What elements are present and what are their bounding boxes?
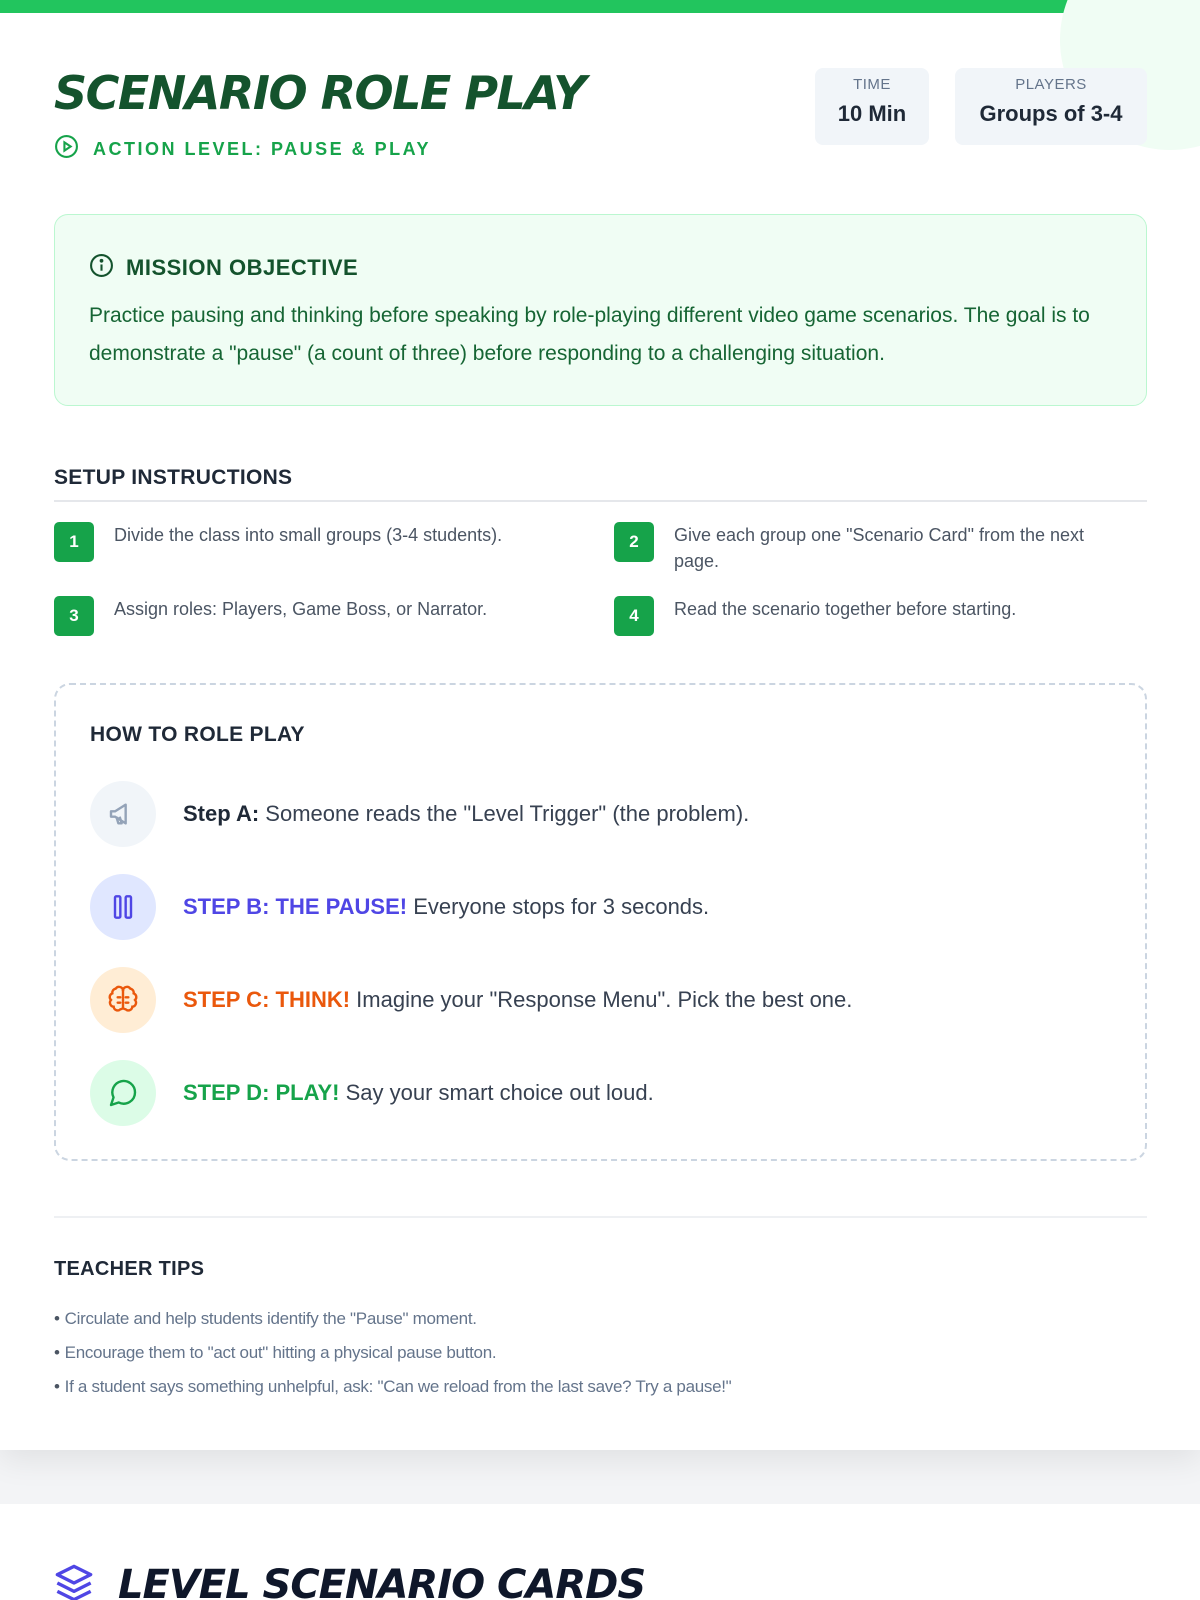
next-page-title: LEVEL SCENARIO CARDS <box>118 1562 646 1600</box>
setup-item-text: Give each group one "Scenario Card" from the next page. <box>674 525 1085 571</box>
step-b <box>90 874 709 940</box>
step-b-description: Everyone stops for 3 seconds. <box>407 894 710 919</box>
setup-item-text: Divide the class into small groups (3-4 students). <box>114 525 503 545</box>
layers-icon <box>54 1563 94 1600</box>
howto-title: HOW TO ROLE PLAY <box>90 723 305 746</box>
how-to-role-play-box <box>54 683 1147 1161</box>
action-level <box>54 134 431 164</box>
players-label: PLAYERS <box>1015 76 1087 93</box>
setup-item-text: Assign roles: Players, Game Boss, or Narrator. <box>114 599 488 619</box>
objective-title: MISSION OBJECTIVE <box>126 255 359 280</box>
next-page-heading <box>54 1562 645 1600</box>
tips-list <box>54 1302 731 1404</box>
players-value: Groups of 3-4 <box>979 101 1123 126</box>
step-c-label: STEP C: THINK! <box>183 987 351 1012</box>
step-c-description: Imagine your "Response Menu". Pick the best one. <box>350 987 853 1012</box>
pause-icon <box>90 874 156 940</box>
play-circle-icon <box>54 134 79 164</box>
objective-text: Practice pausing and thinking before speaking by role-playing different video game scenarios. The goal is to demonstrate a "pause" (a count of three) before responding to a challenging situation. <box>89 304 1090 365</box>
step-number-badge: 3 <box>54 596 94 636</box>
tips-title: TEACHER TIPS <box>54 1258 205 1280</box>
divider <box>54 1216 1147 1218</box>
tip-item: • Encourage them to "act out" hitting a physical pause button. <box>54 1336 731 1370</box>
step-a <box>90 781 749 847</box>
step-a-label: Step A: <box>183 801 260 826</box>
step-b-label: STEP B: THE PAUSE! <box>183 894 408 919</box>
tip-item: • If a student says something unhelpful, ask: "Can we reload from the last save? Try a pause!" <box>54 1370 731 1404</box>
step-c <box>90 967 852 1033</box>
step-b-text <box>183 894 709 920</box>
mission-objective-box <box>54 214 1147 406</box>
megaphone-icon <box>90 781 156 847</box>
step-a-description: Someone reads the "Level Trigger" (the problem). <box>259 801 750 826</box>
next-page-sheet <box>0 1504 1200 1600</box>
setup-title: SETUP INSTRUCTIONS <box>54 466 293 489</box>
brain-icon <box>90 967 156 1033</box>
action-level-text: ACTION LEVEL: PAUSE & PLAY <box>93 138 432 159</box>
step-a-text <box>183 801 749 827</box>
time-badge <box>815 68 929 145</box>
info-icon <box>89 253 114 283</box>
step-c-text <box>183 987 852 1013</box>
tip-item: • Circulate and help students identify the "Pause" moment. <box>54 1302 731 1336</box>
page-title: SCENARIO ROLE PLAY <box>54 66 585 120</box>
setup-item-text: Read the scenario together before starting. <box>674 599 1017 619</box>
setup-item <box>614 522 1147 574</box>
time-label: TIME <box>853 76 891 93</box>
step-number-badge: 2 <box>614 522 654 562</box>
setup-item <box>54 596 614 636</box>
time-value: 10 Min <box>837 101 907 126</box>
divider <box>54 500 1147 502</box>
step-d-description: Say your smart choice out loud. <box>339 1080 654 1105</box>
step-d <box>90 1060 654 1126</box>
setup-list <box>54 522 1147 636</box>
accent-bar <box>0 0 1200 13</box>
objective-heading <box>89 253 358 283</box>
step-number-badge: 1 <box>54 522 94 562</box>
step-d-text <box>183 1080 654 1106</box>
step-d-label: STEP D: PLAY! <box>183 1080 340 1105</box>
setup-item <box>614 596 1147 636</box>
players-badge <box>955 68 1147 145</box>
setup-item <box>54 522 614 574</box>
speech-bubble-icon <box>90 1060 156 1126</box>
step-number-badge: 4 <box>614 596 654 636</box>
